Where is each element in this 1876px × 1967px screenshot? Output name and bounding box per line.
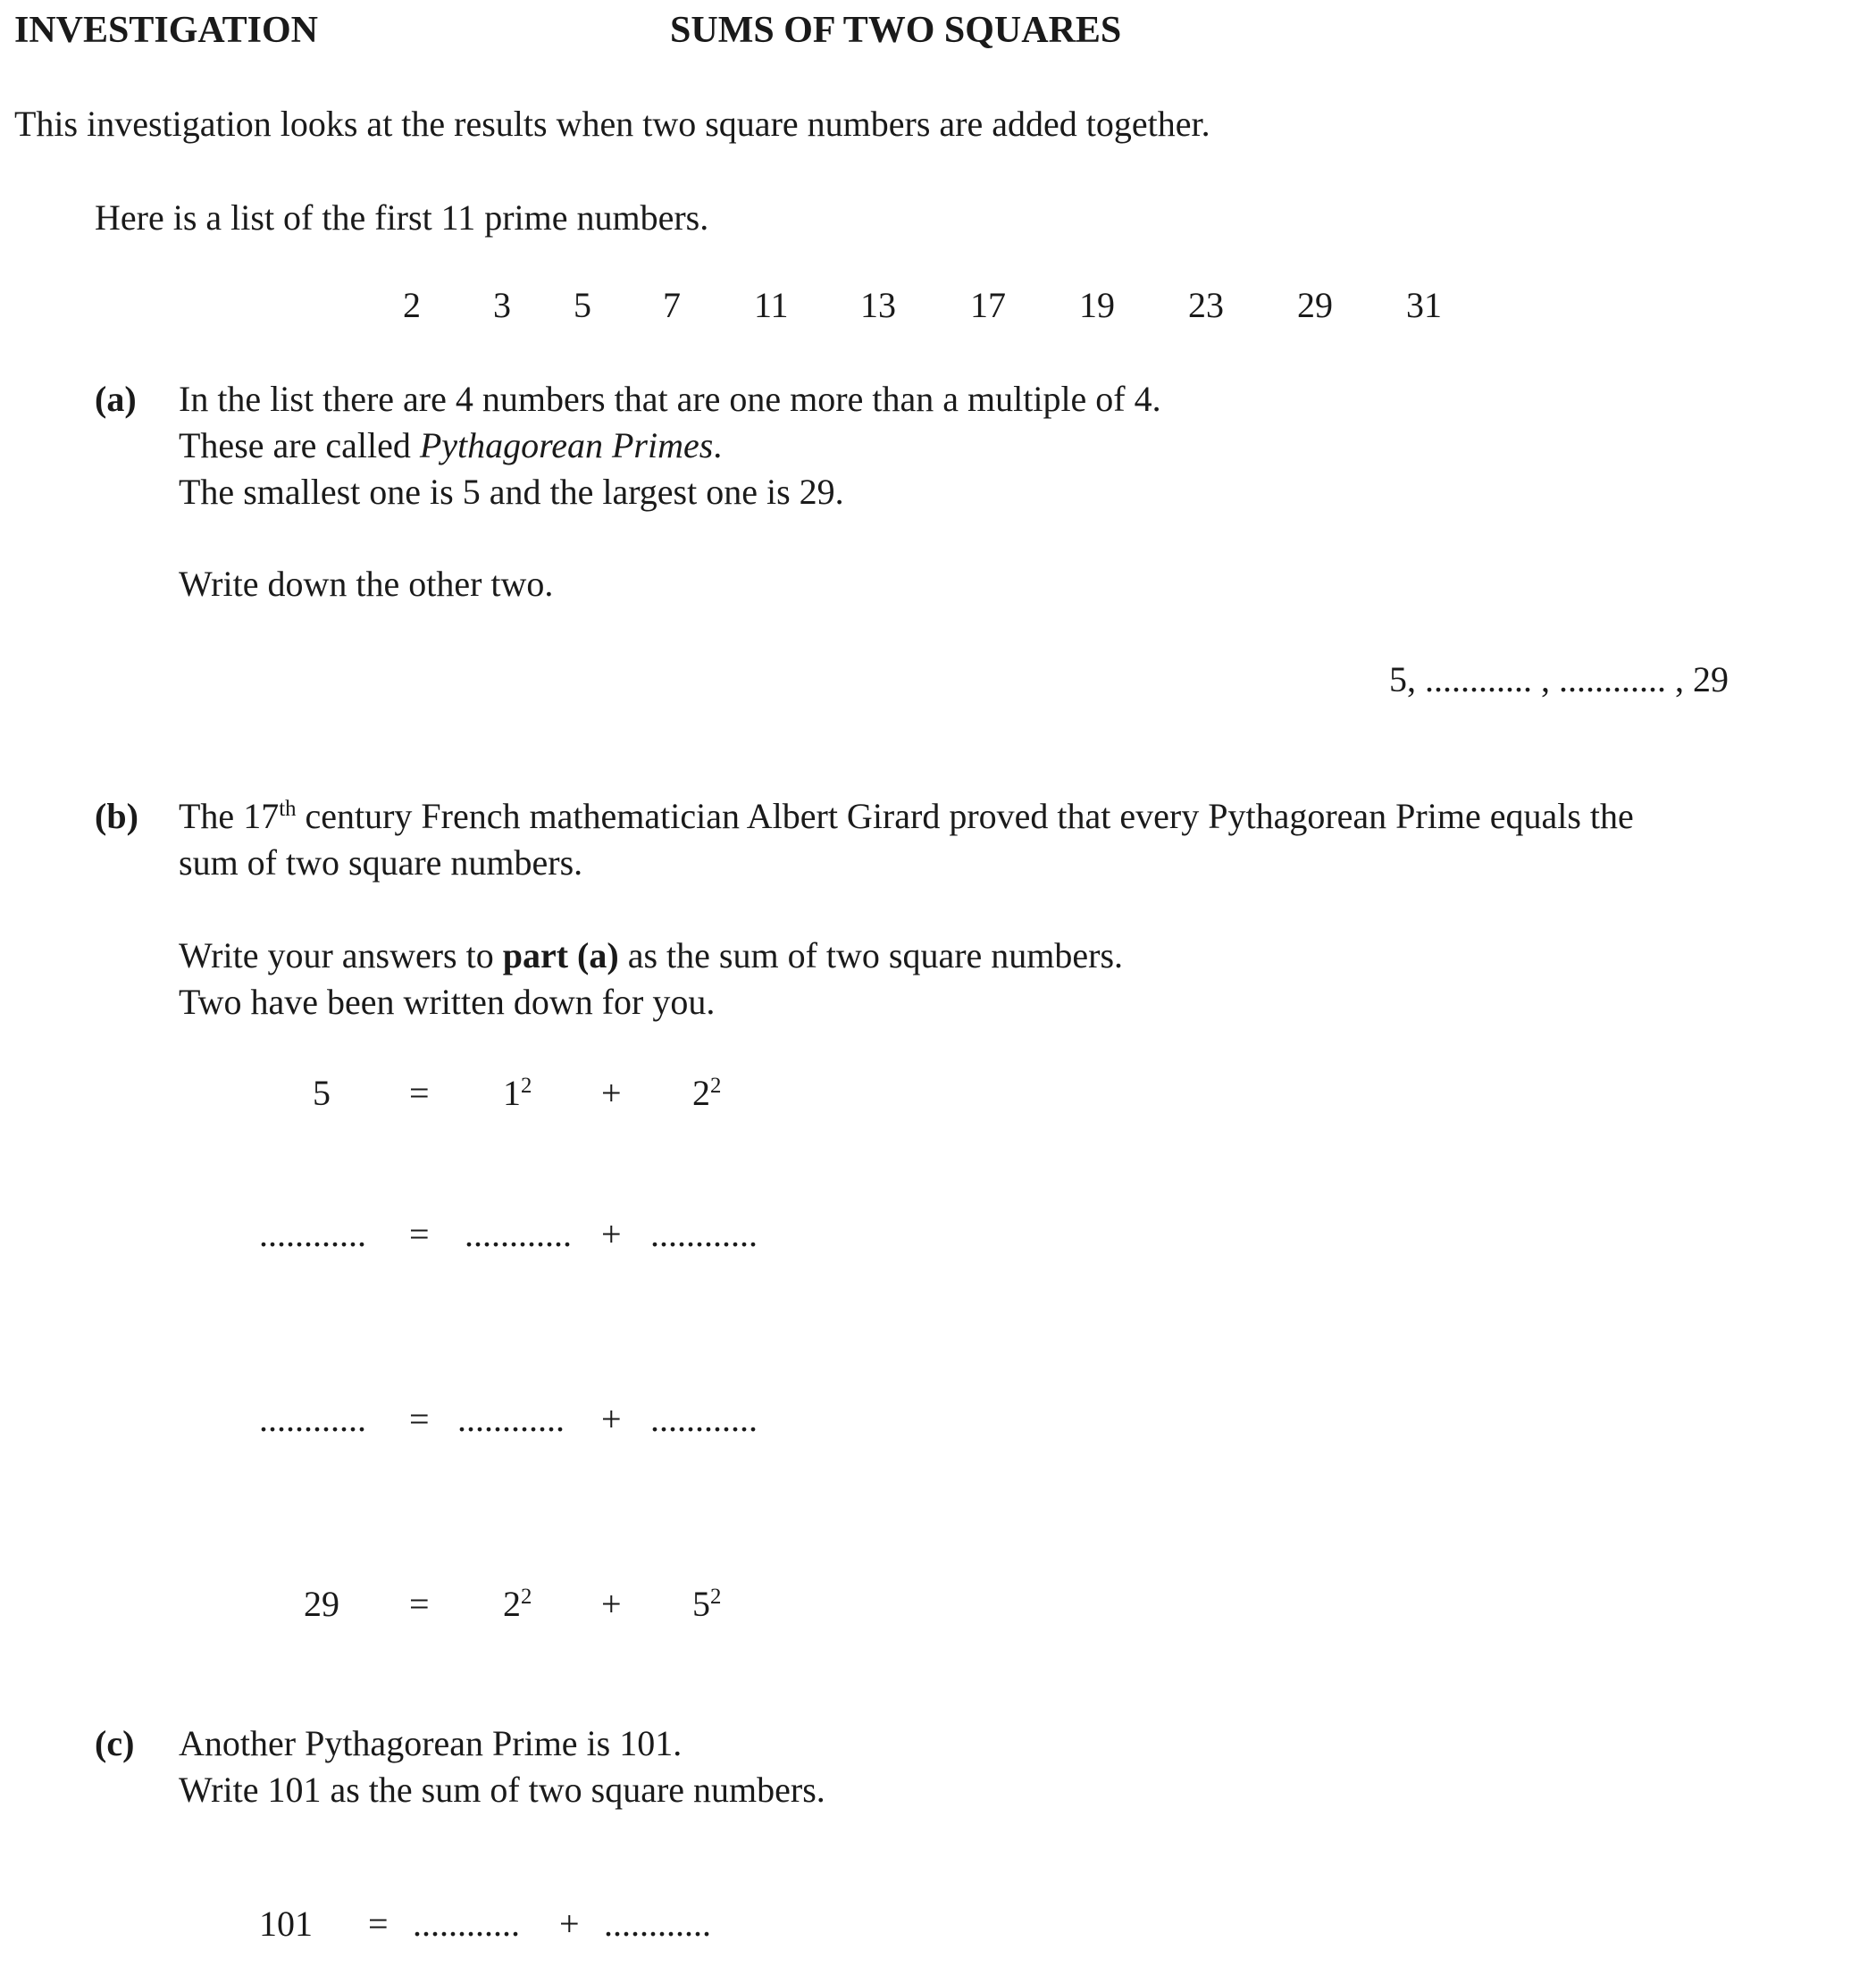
- square-base: 2: [503, 1584, 521, 1624]
- answer-blank[interactable]: ............: [259, 1214, 366, 1254]
- part-a-line1: In the list there are 4 numbers that are one more than a multiple of 4.: [179, 379, 1161, 419]
- part-b-line1-suffix: century French mathematician Albert Girard proved that every Pythagorean Prime equals the: [296, 796, 1634, 836]
- part-c-label: (c): [95, 1723, 135, 1763]
- equation-lhs: 101: [259, 1904, 313, 1944]
- plus-sign: +: [601, 1584, 622, 1624]
- part-a-line2-prefix: These are called: [179, 425, 420, 465]
- part-b-line1-prefix: The 17: [179, 796, 280, 836]
- header-left: INVESTIGATION: [14, 10, 318, 51]
- pythagorean-primes-term: Pythagorean Primes: [419, 425, 714, 465]
- equation-lhs: 29: [304, 1584, 339, 1624]
- square-exponent: 2: [521, 1585, 532, 1610]
- part-c-line1: Another Pythagorean Prime is 101.: [179, 1723, 683, 1763]
- equals-sign: =: [409, 1399, 430, 1439]
- square-base: 1: [503, 1073, 521, 1113]
- part-c-line2: Write 101 as the sum of two square numbers.: [179, 1770, 825, 1810]
- part-b-instruction-2: Two have been written down for you.: [179, 982, 716, 1022]
- part-a-line3: The smallest one is 5 and the largest one is 29.: [179, 472, 844, 512]
- answer-blank[interactable]: ............: [259, 1399, 366, 1439]
- square-exponent: 2: [521, 1074, 532, 1099]
- prime-number: 19: [1079, 285, 1115, 325]
- prime-number: 23: [1188, 285, 1224, 325]
- answer-blank[interactable]: ............: [650, 1214, 758, 1254]
- plus-sign: +: [559, 1904, 580, 1944]
- square-base: 2: [692, 1073, 710, 1113]
- intro-text: This investigation looks at the results when two square numbers are added together.: [14, 104, 1210, 144]
- part-a-reference: part (a): [502, 935, 619, 975]
- part-b-instruction: [179, 934, 1123, 976]
- header-title: SUMS OF TWO SQUARES: [670, 10, 1122, 51]
- part-a-line2-suffix: .: [713, 425, 723, 465]
- equals-sign: =: [368, 1904, 389, 1944]
- ordinal-superscript: th: [279, 797, 297, 822]
- part-b-line2: sum of two square numbers.: [179, 842, 583, 883]
- equals-sign: =: [409, 1214, 430, 1254]
- equation-lhs: 5: [313, 1073, 331, 1113]
- answer-blank[interactable]: ............: [457, 1399, 565, 1439]
- prime-number: 31: [1406, 285, 1442, 325]
- square-term: [503, 1583, 532, 1625]
- part-b-instruction-suffix: as the sum of two square numbers.: [618, 935, 1124, 975]
- plus-sign: +: [601, 1073, 622, 1113]
- equals-sign: =: [409, 1073, 430, 1113]
- part-b-instruction-prefix: Write your answers to: [179, 935, 503, 975]
- prime-number: 11: [754, 285, 789, 325]
- part-b-line1: [179, 795, 1634, 837]
- equals-sign: =: [409, 1584, 430, 1624]
- plus-sign: +: [601, 1214, 622, 1254]
- prime-number: 29: [1297, 285, 1333, 325]
- primes-intro: Here is a list of the first 11 prime numbers.: [95, 197, 709, 238]
- prime-number: 5: [574, 285, 591, 325]
- answer-blank[interactable]: ............: [650, 1399, 758, 1439]
- part-a-line2: [179, 424, 722, 466]
- part-a-answer-line[interactable]: 5, ............ , ............ , 29: [1389, 659, 1729, 699]
- prime-number: 17: [970, 285, 1006, 325]
- square-exponent: 2: [710, 1585, 722, 1610]
- square-term: [503, 1072, 532, 1114]
- prime-number: 3: [493, 285, 511, 325]
- prime-number: 2: [403, 285, 421, 325]
- answer-blank[interactable]: ............: [413, 1904, 520, 1944]
- square-exponent: 2: [710, 1074, 722, 1099]
- answer-blank[interactable]: ............: [604, 1904, 711, 1944]
- prime-number: 7: [663, 285, 681, 325]
- part-b-label: (b): [95, 796, 138, 836]
- part-a-label: (a): [95, 379, 137, 419]
- square-term: [692, 1583, 721, 1625]
- prime-number: 13: [860, 285, 896, 325]
- plus-sign: +: [601, 1399, 622, 1439]
- answer-blank[interactable]: ............: [465, 1214, 572, 1254]
- square-term: [692, 1072, 721, 1114]
- square-base: 5: [692, 1584, 710, 1624]
- part-a-instruction: Write down the other two.: [179, 564, 554, 604]
